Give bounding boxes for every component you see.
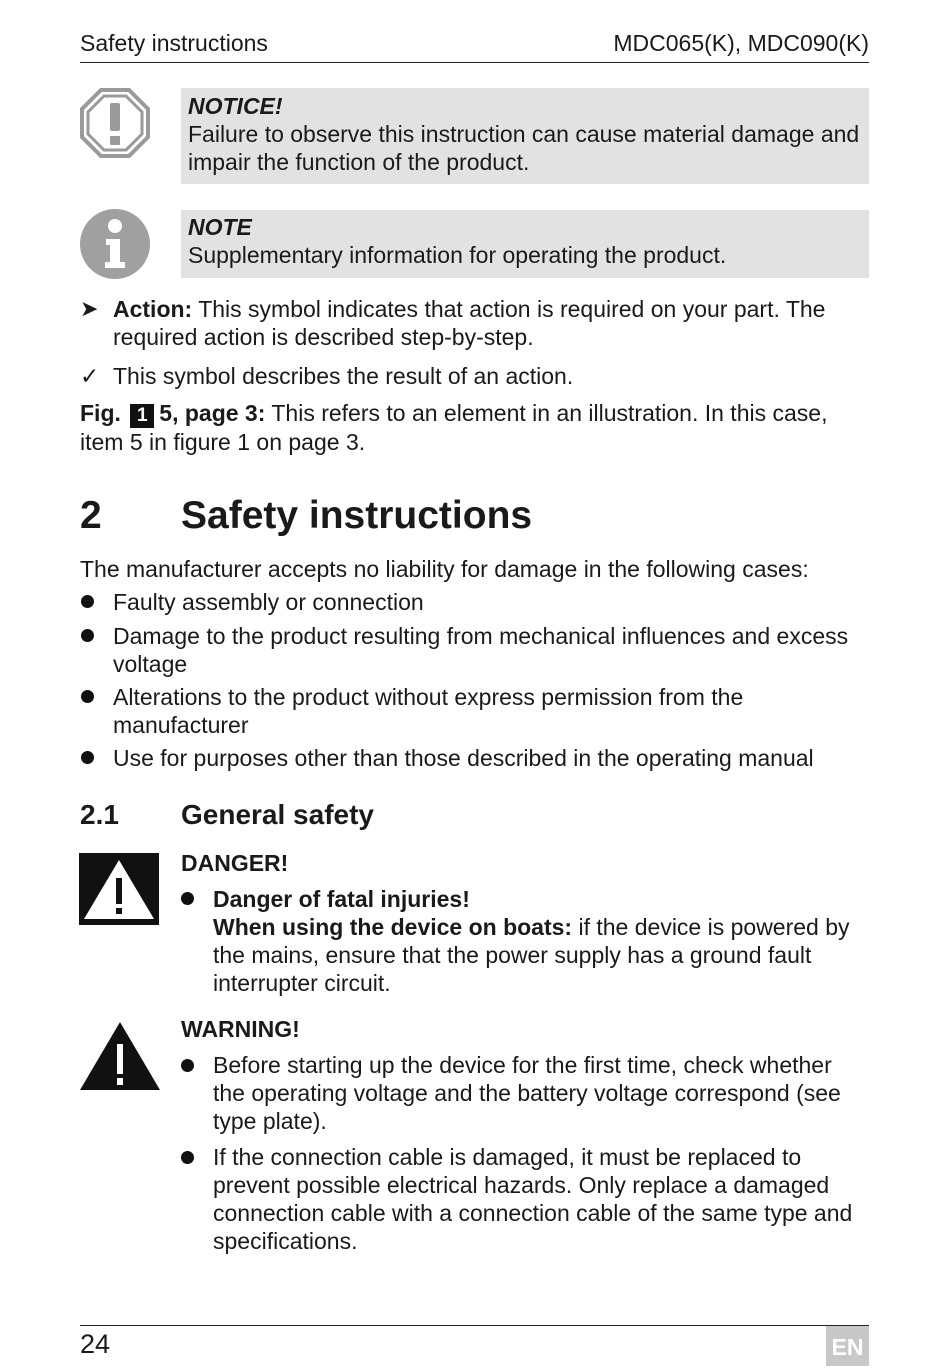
danger-title: DANGER!: [181, 850, 289, 876]
liability-item: Faulty assembly or connection: [113, 589, 424, 615]
danger-item-label: When using the device on boats:: [213, 914, 573, 940]
notice-icon: [79, 87, 151, 159]
subsection-title: General safety: [181, 799, 374, 830]
footer-rule: [80, 1325, 869, 1326]
section-intro: The manufacturer accepts no liability for damage in the following cases:: [80, 556, 809, 582]
danger-item: [213, 885, 868, 997]
section-title: Safety instructions: [181, 494, 533, 537]
page-number: 24: [80, 1329, 111, 1359]
bullet-dot: [81, 751, 94, 764]
action-label: Action:: [113, 296, 193, 322]
bullet-dot: [181, 1059, 194, 1072]
figure-reference-description: [80, 399, 870, 456]
subsection-number: 2.1: [80, 799, 119, 830]
notice-box: [181, 88, 869, 184]
warning-item: If the connection cable is damaged, it must be replaced to prevent possible electrical hazards. Only replace a damaged connection cable with a connection cable of the same type and specifications.: [213, 1144, 853, 1254]
action-description: [113, 295, 863, 351]
result-description: This symbol describes the result of an action.: [113, 363, 574, 389]
danger-item-heading: Danger of fatal injuries!: [213, 886, 470, 912]
bullet-dot: [81, 629, 94, 642]
fig-text: This refers to an element in an illustration. In this case, item 5 in figure 1 on page 3.: [80, 400, 828, 455]
notice-title: NOTICE!: [188, 93, 283, 119]
liability-item: Damage to the product resulting from mechanical influences and excess voltage: [113, 623, 849, 677]
action-arrow-icon: ➤: [80, 296, 99, 321]
note-box: [181, 210, 869, 278]
liability-item: Use for purposes other than those described in the operating manual: [113, 745, 814, 771]
note-text: Supplementary information for operating the product.: [188, 242, 727, 268]
running-header-title: Safety instructions: [80, 30, 268, 56]
header-rule: [80, 62, 869, 63]
figure-number-badge: 1: [130, 404, 154, 428]
danger-warning-sign-icon: [79, 853, 159, 925]
checkmark-icon: ✓: [80, 363, 100, 389]
warning-item: Before starting up the device for the first time, check whether the operating voltage and the battery voltage correspond (see type plate).: [213, 1052, 841, 1134]
running-header-model: MDC065(K), MDC090(K): [613, 30, 869, 56]
bullet-dot: [181, 892, 194, 905]
danger-item-text: if the device is powered by the mains, ensure that the power supply has a ground fault interrupter circuit.: [213, 914, 850, 996]
bullet-dot: [81, 595, 94, 608]
warning-sign-icon: [79, 1020, 161, 1092]
warning-title: WARNING!: [181, 1016, 300, 1042]
fig-label: Fig.: [80, 400, 121, 426]
bullet-dot: [181, 1151, 194, 1164]
liability-item: Alterations to the product without express permission from the manufacturer: [113, 684, 744, 738]
notice-text: Failure to observe this instruction can cause material damage and impair the function of the product.: [188, 121, 860, 175]
language-badge: EN: [826, 1326, 869, 1366]
fig-ref: 5, page 3:: [159, 400, 266, 426]
bullet-dot: [81, 690, 94, 703]
note-title: NOTE: [188, 214, 252, 240]
info-icon: [79, 208, 151, 280]
action-text: This symbol indicates that action is required on your part. The required action is described step-by-step.: [113, 296, 826, 350]
section-number: 2: [80, 494, 102, 537]
